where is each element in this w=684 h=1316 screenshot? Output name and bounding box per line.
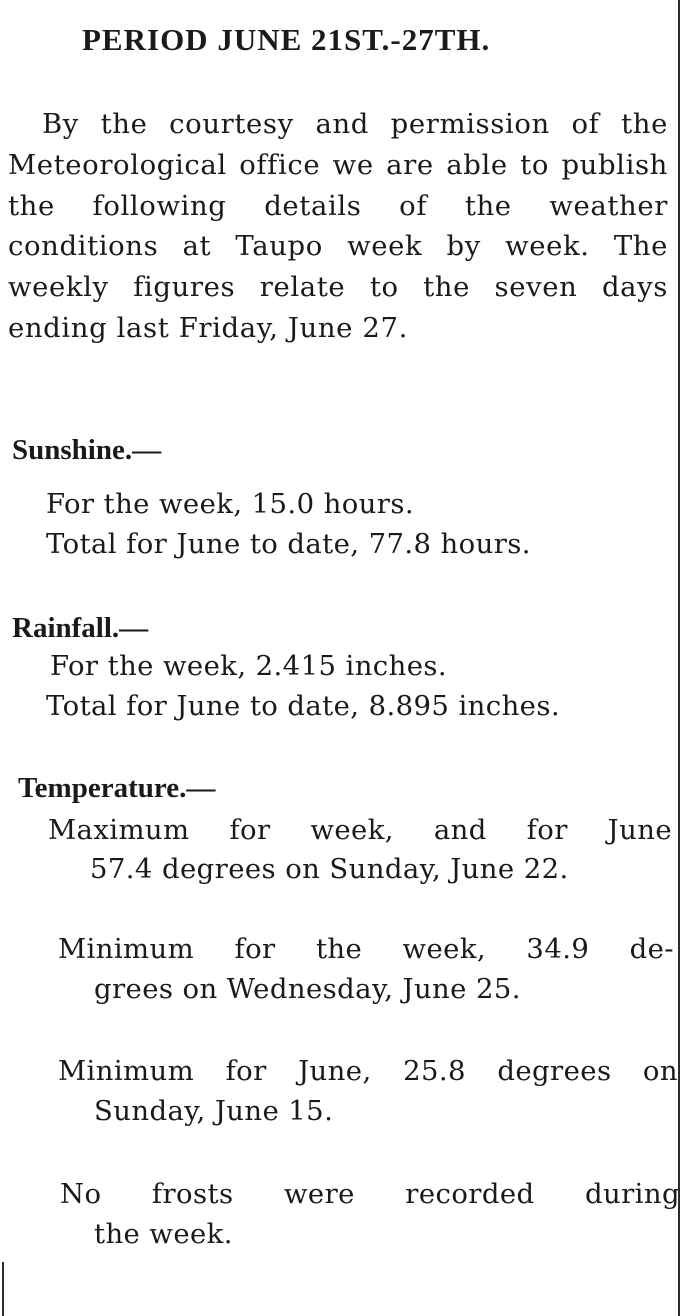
temperature-min-june-line2: Sunday, June 15. [94, 1095, 334, 1127]
column-rule-left [2, 1262, 4, 1316]
article-title: PERIOD JUNE 21ST.-27TH. [82, 22, 491, 57]
temperature-min-june-line1: Minimum for June, 25.8 degrees on [58, 1055, 678, 1087]
sunshine-total: Total for June to date, 77.8 hours. [46, 528, 531, 560]
rainfall-week: For the week, 2.415 inches. [50, 650, 448, 682]
temperature-maximum-line1: Maximum for week, and for June [48, 814, 672, 846]
temperature-min-week-line2: grees on Wednesday, June 25. [94, 973, 521, 1005]
rainfall-heading: Rainfall.— [12, 612, 149, 644]
temperature-maximum-line2: 57.4 degrees on Sunday, June 22. [90, 853, 569, 885]
frosts-line1: No frosts were recorded during [60, 1178, 680, 1210]
frosts-line2: the week. [94, 1218, 233, 1250]
rainfall-total: Total for June to date, 8.895 inches. [46, 690, 561, 722]
temperature-heading: Temperature.— [18, 772, 216, 804]
sunshine-heading: Sunshine.— [12, 434, 162, 466]
column-rule-right [678, 0, 680, 1316]
intro-paragraph: By the courtesy and permission of the Meteorological office we are able to publish the following details of the weather conditions at Taupo week by week. The weekly figures relate to the seven days ending last Friday, June 27. [8, 108, 668, 344]
temperature-min-week-line1: Minimum for the week, 34.9 de- [58, 933, 674, 965]
sunshine-week: For the week, 15.0 hours. [46, 488, 414, 520]
